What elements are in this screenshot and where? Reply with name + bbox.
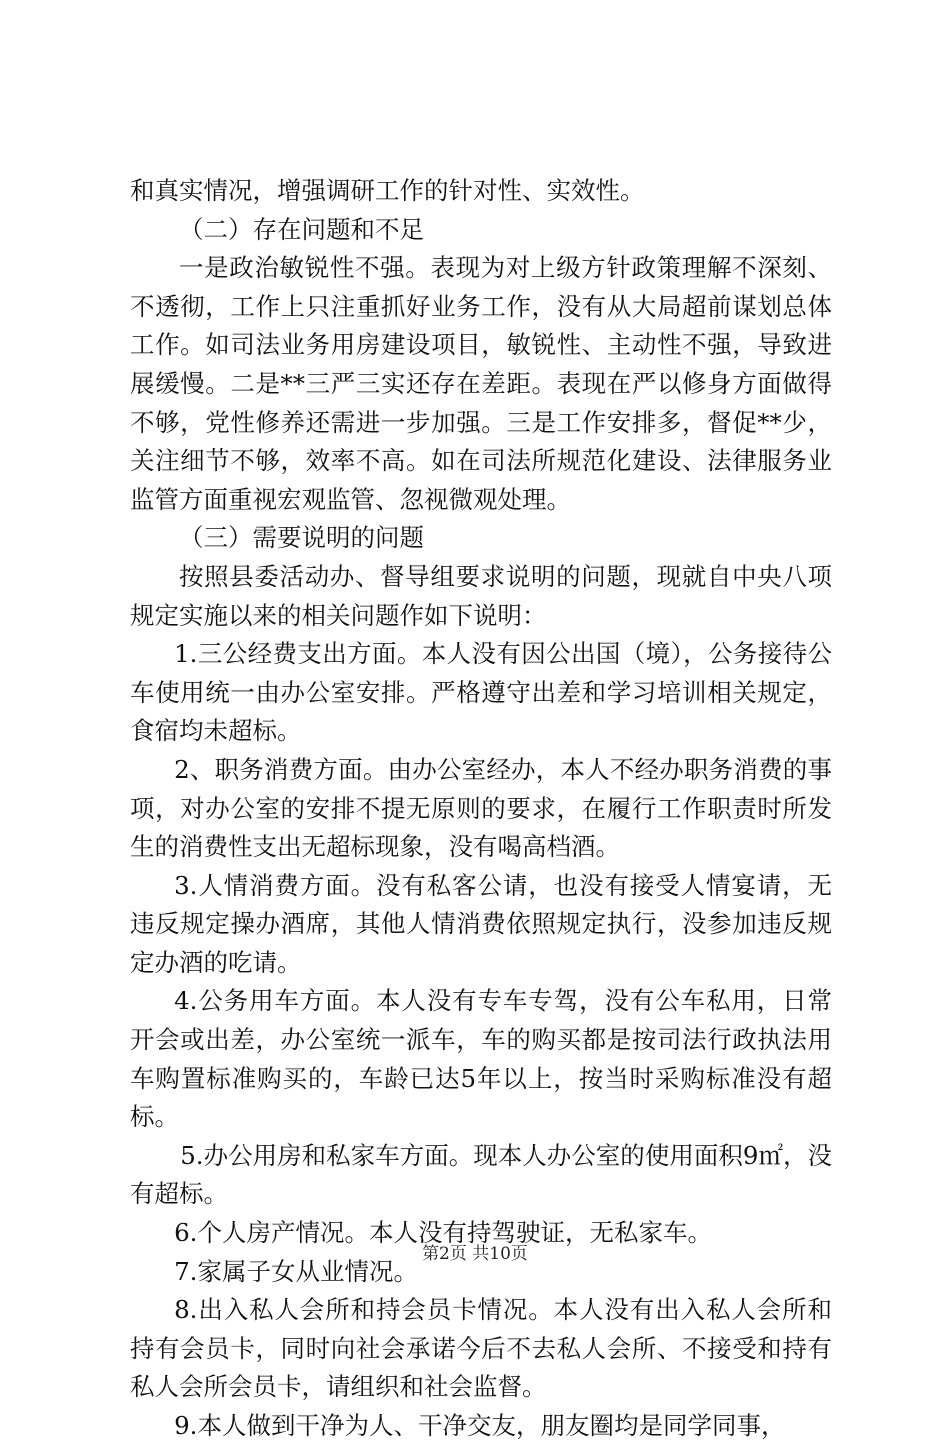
paragraph-problems: 一是政治敏锐性不强。表现为对上级方针政策理解不深刻、不透彻，工作上只注重抓好业务工作，没有从大局超前谋划总体工作。如司法业务用房建设项目，敏锐性、主动性不强，导致进展缓慢。二是**三严三实还存在差距。表现在严以修身方面做得不够，党性修养还需进一步加强。三是工作安排多，督促**少，关注细节不够，效率不高。如在司法所规范化建设、法律服务业监管方面重视宏观监管、忽视微观处理。 [130,253,832,514]
item-9: 9.本人做到干净为人、干净交友，朋友圈均是同学同事， [174,1411,786,1440]
paragraph-intro: 按照县委活动办、督导组要求说明的问题，现就自中央八项规定实施以来的相关问题作如下说明： [130,561,832,630]
item-8: 8.出入私人会所和持会员卡情况。本人没有出入私人会所和持有会员卡，同时向社会承诺今后不去私人会所、不接受和持有私人会所会员卡，请组织和社会监督。 [130,1295,832,1402]
page-footer: 第2页 共10页 [422,1244,528,1264]
item-2: 2、职务消费方面。由办公室经办，本人不经办职务消费的事项，对办公室的安排不提无原则的要求，在履行工作职责时所发生的消费性支出无超标现象，没有喝高档酒。 [130,754,832,862]
item-7: 7.家属子女从业情况。 [174,1256,418,1286]
item-4: 4.公务用车方面。本人没有专车专驾，没有公车私用，日常开会或出差，办公室统一派车，车的购买都是按司法行政执法用车购置标准购买的，车龄已达5年以上，按当时采购标准没有超标。 [130,986,832,1132]
paragraph-1: 和真实情况，增强调研工作的针对性、实效性。 [130,176,645,205]
item-5: 5.办公用房和私家车方面。现本人办公室的使用面积9㎡，没有超标。 [130,1140,832,1209]
item-6: 6.个人房产情况。本人没有持驾驶证，无私家车。 [174,1218,712,1248]
item-1: 1.三公经费支出方面。本人没有因公出国（境），公务接待公车使用统一由办公室安排。严格遵守出差和学习培训相关规定，食宿均未超标。 [130,639,832,746]
section-heading-2: （二）存在问题和不足 [179,214,424,244]
item-3: 3.人情消费方面。没有私客公请，也没有接受人情宴请，无违反规定操办酒席，其他人情消费依照规定执行，没参加违反规定办酒的吃请。 [130,870,832,977]
section-heading-3: （三）需要说明的问题 [179,523,424,553]
